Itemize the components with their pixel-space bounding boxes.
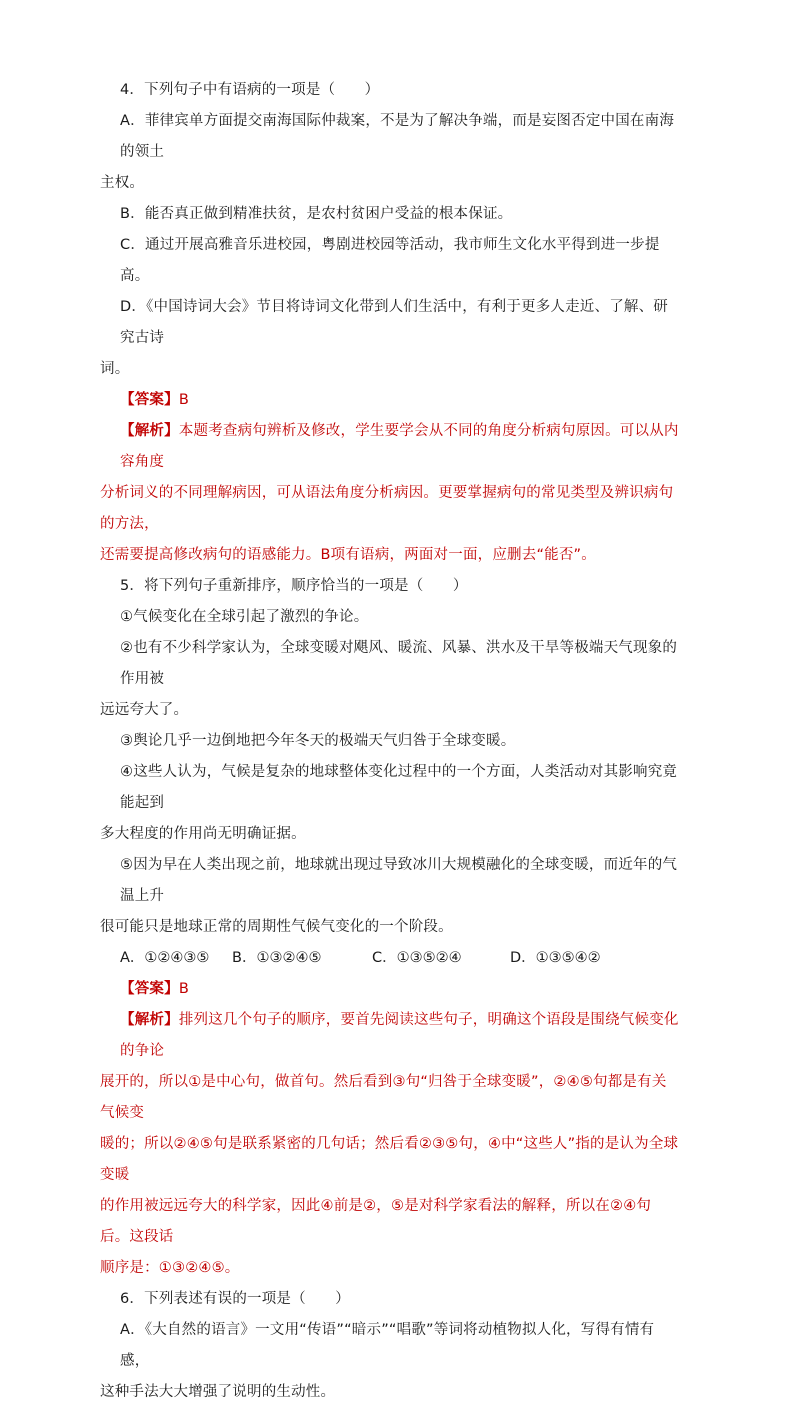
page-content — [100, 75, 680, 1408]
q4-option-c: C．通过开展高雅音乐进校园，粤剧进校园等活动，我市师生文化水平得到进一步提高。 — [120, 237, 660, 284]
answer-label: 【答案】 — [120, 981, 179, 997]
q6-stem: 6．下列表述有误的一项是（ ） — [120, 1291, 350, 1307]
q5-option-b: B．①③②④⑤ — [232, 950, 322, 966]
q5-sentence-5-cont: 很可能只是地球正常的周期性气候气变化的一个阶段。 — [100, 919, 453, 935]
answer-value: B — [178, 392, 189, 408]
q4-answer — [120, 385, 680, 416]
q5-options — [120, 943, 680, 974]
q4-option-b: B．能否真正做到精准扶贫，是农村贫困户受益的根本保证。 — [120, 206, 513, 222]
q5-option-a: A．①②④③⑤ — [120, 950, 210, 966]
q4-analysis-line2: 分析词义的不同理解病因，可从语法角度分析病因。更要掌握病句的常见类型及辨识病句的方法， — [100, 485, 674, 532]
q5-analysis-line2: 展开的，所以①是中心句，做首句。然后看到③句“归咎于全球变暖”，②④⑤句都是有关气候变 — [100, 1074, 667, 1121]
q5-sentence-2-cont: 远远夸大了。 — [100, 702, 189, 718]
q5-sentence-1: ①气候变化在全球引起了激烈的争论。 — [120, 609, 369, 625]
q4-option-a-cont: 主权。 — [100, 175, 145, 191]
q5-sentence-3: ③舆论几乎一边倒地把今年冬天的极端天气归咎于全球变暖。 — [120, 733, 516, 749]
q5-option-c: C．①③⑤②④ — [372, 950, 462, 966]
analysis-text: 本题考查病句辨析及修改，学生要学会从不同的角度分析病句原因。可以从内容角度 — [120, 423, 679, 470]
q5-analysis — [120, 1005, 680, 1067]
analysis-text: 排列这几个句子的顺序，要首先阅读这些句子，明确这个语段是围绕气候变化的争论 — [120, 1012, 679, 1059]
q4-option-d: D．《中国诗词大会》节目将诗词文化带到人们生活中，有利于更多人走近、了解、研究古诗 — [120, 299, 669, 346]
q5-analysis-line4: 的作用被远远夸大的科学家，因此④前是②，⑤是对科学家看法的解释，所以在②④句后。这段话 — [100, 1198, 652, 1245]
q5-analysis-line5: 顺序是：①③②④⑤。 — [100, 1260, 240, 1276]
q6-option-a: A．《大自然的语言》一文用“传语”“暗示”“唱歌”等词将动植物拟人化，写得有情有感， — [120, 1322, 655, 1369]
q5-answer — [120, 974, 680, 1005]
q6-option-a-cont: 这种手法大大增强了说明的生动性。 — [100, 1384, 336, 1400]
q5-sentence-5: ⑤因为早在人类出现之前，地球就出现过导致冰川大规模融化的全球变暖，而近年的气温上升 — [120, 857, 678, 904]
q5-sentence-2: ②也有不少科学家认为，全球变暖对飓风、暖流、风暴、洪水及干旱等极端天气现象的作用被 — [120, 640, 678, 687]
q5-sentence-4: ④这些人认为，气候是复杂的地球整体变化过程中的一个方面，人类活动对其影响究竟能起到 — [120, 764, 678, 811]
q4-option-d-cont: 词。 — [100, 361, 130, 377]
q5-stem: 5．将下列句子重新排序，顺序恰当的一项是（ ） — [120, 578, 468, 594]
q4-analysis-line3: 还需要提高修改病句的语感能力。B项有语病，两面对一面，应删去“能否”。 — [100, 547, 596, 563]
analysis-label: 【解析】 — [120, 1012, 179, 1028]
q5-analysis-line3: 暖的；所以②④⑤句是联系紧密的几句话；然后看②③⑤句，④中“这些人”指的是认为全球变暖 — [100, 1136, 679, 1183]
analysis-label: 【解析】 — [120, 423, 179, 439]
answer-value: B — [178, 981, 189, 997]
q4-analysis — [120, 416, 680, 478]
q4-stem: 4．下列句子中有语病的一项是（ ） — [120, 82, 380, 98]
q4-option-a: A．菲律宾单方面提交南海国际仲裁案，不是为了解决争端，而是妄图否定中国在南海的领土 — [120, 113, 675, 160]
q5-option-d: D．①③⑤④② — [510, 950, 601, 966]
answer-label: 【答案】 — [120, 392, 179, 408]
q5-sentence-4-cont: 多大程度的作用尚无明确证据。 — [100, 826, 306, 842]
